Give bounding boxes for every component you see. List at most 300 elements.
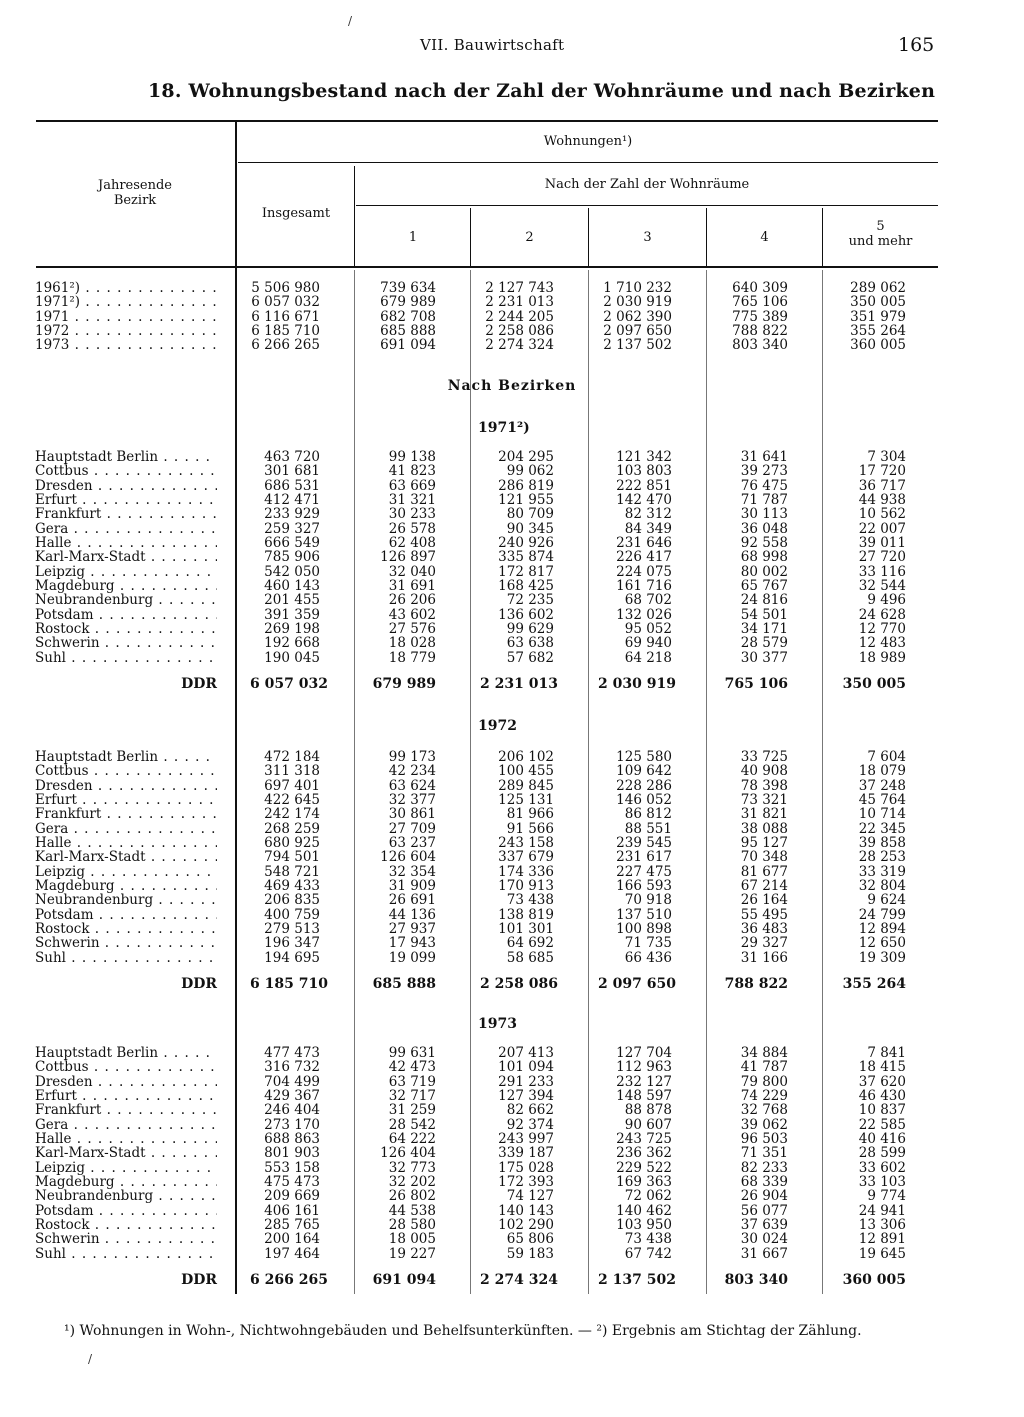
row-label: Frankfurt . . . [35, 807, 217, 821]
table-row [0, 779, 1024, 793]
cell-rooms-1: 99 631 [388, 1045, 436, 1061]
header-divider-insgesamt [354, 166, 355, 268]
header-jahresende: Jahresende [98, 178, 172, 193]
cell-rooms-5: 12 650 [858, 935, 906, 952]
row-label: Cottbus . . . [35, 1060, 217, 1074]
row-label: Karl-Marx-Stadt . . . [35, 1146, 217, 1160]
cell-rooms-1: 28 580 [388, 1217, 436, 1234]
cell-rooms-4: 54 501 [740, 606, 788, 623]
cell-rooms-3: 82 312 [624, 506, 672, 523]
cell-rooms-2: 121 955 [498, 492, 554, 509]
cell-rooms-5: 9 624 [867, 892, 906, 909]
row-label: Frankfurt . . . [35, 507, 217, 521]
cell-rooms-4: 31 641 [740, 449, 788, 465]
table-row [0, 550, 1024, 564]
cell-rooms-4: 24 816 [740, 592, 788, 609]
page-number: 165 [898, 34, 935, 56]
table-row [0, 1146, 1024, 1160]
cell-rooms-3: 232 127 [616, 1073, 672, 1090]
cell-rooms-1: 27 709 [388, 820, 436, 837]
cell-insgesamt: 246 404 [264, 1102, 320, 1119]
cell-rooms-4: 30 024 [740, 1231, 788, 1248]
cell-rooms-3: 2 062 390 [603, 308, 672, 325]
cell-rooms-1: 42 234 [388, 763, 436, 780]
table-row [0, 936, 1024, 950]
row-label: Karl-Marx-Stadt . . . [35, 850, 217, 864]
cell-rooms-4: 56 077 [740, 1202, 788, 1219]
cell-rooms-3: 109 642 [616, 763, 672, 780]
cell-rooms-4: 79 800 [740, 1073, 788, 1090]
cell-insgesamt: 269 198 [264, 621, 320, 638]
table-row [0, 750, 1024, 764]
row-label: Erfurt . . . [35, 1089, 217, 1103]
total-cell-rooms-1: 691 094 [372, 1272, 436, 1288]
cell-rooms-2: 73 438 [506, 892, 554, 909]
header-insgesamt: Insgesamt [261, 206, 331, 221]
cell-rooms-1: 27 937 [388, 921, 436, 938]
cell-rooms-1: 18 779 [388, 649, 436, 666]
cell-rooms-5: 32 804 [858, 878, 906, 895]
header-rooms-4: 4 [760, 230, 769, 245]
cell-rooms-1: 31 259 [388, 1102, 436, 1119]
cell-rooms-5: 12 891 [858, 1231, 906, 1248]
cell-insgesamt: 406 161 [264, 1202, 320, 1219]
cell-insgesamt: 6 057 032 [251, 294, 320, 311]
cell-rooms-2: 2 244 205 [485, 308, 554, 325]
total-cell-insgesamt: 6 266 265 [250, 1272, 328, 1288]
cell-insgesamt: 412 471 [264, 492, 320, 509]
cell-rooms-5: 39 858 [858, 835, 906, 852]
total-cell-rooms-3: 2 030 919 [598, 676, 676, 692]
cell-rooms-3: 125 580 [616, 749, 672, 765]
cell-insgesamt: 477 473 [264, 1045, 320, 1061]
cell-rooms-2: 65 806 [506, 1231, 554, 1248]
section-year-1972: 1972 [478, 718, 517, 734]
cell-rooms-5: 24 941 [858, 1202, 906, 1219]
cell-rooms-5: 36 717 [858, 477, 906, 494]
cell-insgesamt: 233 929 [264, 506, 320, 523]
cell-rooms-1: 26 578 [388, 520, 436, 537]
cell-rooms-1: 18 005 [388, 1231, 436, 1248]
cell-rooms-5: 33 319 [858, 863, 906, 880]
cell-rooms-4: 31 667 [740, 1245, 788, 1262]
cell-rooms-2: 174 336 [498, 863, 554, 880]
row-label: Dresden . . . [35, 479, 217, 493]
row-label: Suhl . . . [35, 1247, 217, 1261]
cell-rooms-1: 64 222 [388, 1131, 436, 1148]
cell-rooms-5: 355 264 [850, 323, 906, 340]
cell-insgesamt: 391 359 [264, 606, 320, 623]
cell-rooms-1: 63 669 [388, 477, 436, 494]
header-rule-1 [238, 162, 938, 163]
cell-rooms-4: 70 348 [740, 849, 788, 866]
table-row [0, 536, 1024, 550]
row-label: 1973 . . . [35, 338, 217, 352]
row-label: Dresden . . . [35, 779, 217, 793]
table-row [0, 522, 1024, 536]
section-title: VII. Bauwirtschaft [420, 36, 565, 54]
cell-rooms-5: 22 585 [858, 1116, 906, 1133]
cell-rooms-4: 34 884 [740, 1045, 788, 1061]
cell-rooms-2: 63 638 [506, 635, 554, 652]
row-label: Neubrandenburg . . . [35, 893, 217, 907]
cell-rooms-4: 65 767 [740, 578, 788, 595]
cell-rooms-2: 102 290 [498, 1217, 554, 1234]
cell-rooms-3: 86 812 [624, 806, 672, 823]
cell-rooms-2: 92 374 [506, 1116, 554, 1133]
cell-rooms-3: 90 607 [624, 1116, 672, 1133]
cell-insgesamt: 801 903 [264, 1145, 320, 1162]
table-row [0, 593, 1024, 607]
cell-rooms-2: 59 183 [506, 1245, 554, 1262]
table-row [0, 1103, 1024, 1117]
cell-rooms-2: 339 187 [498, 1145, 554, 1162]
cell-insgesamt: 400 759 [264, 906, 320, 923]
cell-rooms-1: 41 823 [388, 463, 436, 480]
cell-rooms-3: 66 436 [624, 949, 672, 966]
cell-rooms-4: 81 677 [740, 863, 788, 880]
cell-rooms-1: 19 227 [388, 1245, 436, 1262]
cell-rooms-5: 12 894 [858, 921, 906, 938]
total-cell-rooms-1: 685 888 [372, 976, 436, 992]
cell-rooms-3: 84 349 [624, 520, 672, 537]
cell-insgesamt: 6 116 671 [251, 308, 320, 325]
cell-rooms-3: 166 593 [616, 878, 672, 895]
cell-rooms-4: 67 214 [740, 878, 788, 895]
cell-rooms-5: 17 720 [858, 463, 906, 480]
cell-insgesamt: 190 045 [264, 649, 320, 666]
table-row [0, 450, 1024, 464]
cell-insgesamt: 259 327 [264, 520, 320, 537]
cell-insgesamt: 460 143 [264, 578, 320, 595]
table-row [0, 1089, 1024, 1103]
cell-rooms-3: 64 218 [624, 649, 672, 666]
cell-insgesamt: 242 174 [264, 806, 320, 823]
cell-rooms-5: 37 248 [858, 777, 906, 794]
row-label: Potsdam . . . [35, 908, 217, 922]
row-label: Schwerin . . . [35, 1232, 217, 1246]
cell-insgesamt: 197 464 [264, 1245, 320, 1262]
cell-rooms-5: 22 345 [858, 820, 906, 837]
cell-rooms-1: 63 237 [388, 835, 436, 852]
table-row [0, 310, 1024, 324]
cell-rooms-1: 42 473 [388, 1059, 436, 1076]
cell-rooms-4: 74 229 [740, 1088, 788, 1105]
cell-rooms-1: 17 943 [388, 935, 436, 952]
row-label: Gera . . . [35, 822, 217, 836]
cell-insgesamt: 475 473 [264, 1174, 320, 1191]
cell-rooms-2: 2 231 013 [485, 294, 554, 311]
cell-rooms-4: 38 088 [740, 820, 788, 837]
row-label: 1961²) . . . [35, 281, 217, 295]
cell-rooms-4: 80 002 [740, 563, 788, 580]
cell-rooms-2: 2 274 324 [485, 337, 554, 354]
table-row [0, 464, 1024, 478]
row-label: Halle . . . [35, 536, 217, 550]
header-rooms-3: 3 [643, 230, 652, 245]
cell-rooms-2: 204 295 [498, 449, 554, 465]
cell-rooms-2: 64 692 [506, 935, 554, 952]
cell-rooms-5: 10 837 [858, 1102, 906, 1119]
cell-rooms-4: 37 639 [740, 1217, 788, 1234]
cell-rooms-3: 121 342 [616, 449, 672, 465]
cell-rooms-5: 33 103 [858, 1174, 906, 1191]
cell-rooms-4: 95 127 [740, 835, 788, 852]
cell-insgesamt: 6 185 710 [251, 323, 320, 340]
footnote: ¹) Wohnungen in Wohn-, Nichtwohngebäuden und Behelfsunterkünften. — ²) Ergebnis am Stichtag der Zählung. [64, 1323, 862, 1339]
cell-insgesamt: 196 347 [264, 935, 320, 952]
cell-rooms-1: 44 538 [388, 1202, 436, 1219]
cell-rooms-1: 32 354 [388, 863, 436, 880]
cell-rooms-5: 27 720 [858, 549, 906, 566]
row-label: Karl-Marx-Stadt . . . [35, 550, 217, 564]
cell-rooms-2: 206 102 [498, 749, 554, 765]
table-row [0, 636, 1024, 650]
cell-rooms-1: 28 542 [388, 1116, 436, 1133]
cell-rooms-1: 32 202 [388, 1174, 436, 1191]
cell-insgesamt: 548 721 [264, 863, 320, 880]
cell-rooms-3: 70 918 [624, 892, 672, 909]
cell-rooms-2: 91 566 [506, 820, 554, 837]
cell-insgesamt: 429 367 [264, 1088, 320, 1105]
total-row-1973 [0, 1272, 1024, 1290]
total-cell-insgesamt: 6 057 032 [250, 676, 328, 692]
table-row [0, 1161, 1024, 1175]
cell-rooms-5: 7 841 [867, 1045, 906, 1061]
header-bottom-rule [36, 266, 938, 268]
total-cell-rooms-5: 360 005 [842, 1272, 906, 1288]
cell-rooms-4: 30 113 [740, 506, 788, 523]
cell-rooms-2: 57 682 [506, 649, 554, 666]
cell-insgesamt: 201 455 [264, 592, 320, 609]
cell-rooms-3: 222 851 [616, 477, 672, 494]
cell-rooms-5: 33 602 [858, 1159, 906, 1176]
cell-rooms-2: 74 127 [506, 1188, 554, 1205]
header-rooms-5-sub: und mehr [848, 234, 913, 249]
row-label: Schwerin . . . [35, 936, 217, 950]
header-rule-2 [356, 205, 938, 206]
total-cell-rooms-4: 788 822 [724, 976, 788, 992]
cell-rooms-2: 100 455 [498, 763, 554, 780]
cell-rooms-4: 92 558 [740, 535, 788, 552]
cell-rooms-3: 88 878 [624, 1102, 672, 1119]
table-row [0, 922, 1024, 936]
table-row [0, 1247, 1024, 1261]
cell-rooms-1: 26 206 [388, 592, 436, 609]
cell-rooms-2: 125 131 [498, 792, 554, 809]
table-row [0, 850, 1024, 864]
row-label: Magdeburg . . . [35, 579, 217, 593]
cell-rooms-1: 63 719 [388, 1073, 436, 1090]
table-row [0, 579, 1024, 593]
cell-rooms-3: 132 026 [616, 606, 672, 623]
table-row [0, 879, 1024, 893]
cell-rooms-1: 32 377 [388, 792, 436, 809]
cell-insgesamt: 469 433 [264, 878, 320, 895]
cell-rooms-5: 19 645 [858, 1245, 906, 1262]
cell-rooms-4: 68 998 [740, 549, 788, 566]
cell-rooms-3: 148 597 [616, 1088, 672, 1105]
header-wohnungen: Wohnungen¹) [543, 134, 633, 149]
row-label: Rostock . . . [35, 922, 217, 936]
cell-rooms-2: 168 425 [498, 578, 554, 595]
table-row [0, 479, 1024, 493]
cell-rooms-3: 103 803 [616, 463, 672, 480]
cell-rooms-2: 99 629 [506, 621, 554, 638]
cell-rooms-5: 46 430 [858, 1088, 906, 1105]
cell-rooms-4: 41 787 [740, 1059, 788, 1076]
row-label: Erfurt . . . [35, 493, 217, 507]
cell-rooms-3: 140 462 [616, 1202, 672, 1219]
cell-insgesamt: 422 645 [264, 792, 320, 809]
cell-rooms-1: 19 099 [388, 949, 436, 966]
cell-rooms-2: 291 233 [498, 1073, 554, 1090]
cell-rooms-1: 44 136 [388, 906, 436, 923]
table-row [0, 493, 1024, 507]
cell-rooms-5: 9 774 [867, 1188, 906, 1205]
cell-rooms-4: 26 904 [740, 1188, 788, 1205]
cell-rooms-4: 765 106 [732, 294, 788, 311]
cell-insgesamt: 704 499 [264, 1073, 320, 1090]
cell-rooms-3: 103 950 [616, 1217, 672, 1234]
cell-rooms-1: 679 989 [380, 294, 436, 311]
table-row [0, 1075, 1024, 1089]
total-cell-rooms-2: 2 274 324 [480, 1272, 558, 1288]
row-label: Suhl . . . [35, 651, 217, 665]
cell-rooms-2: 175 028 [498, 1159, 554, 1176]
cell-rooms-3: 231 646 [616, 535, 672, 552]
cell-rooms-4: 68 339 [740, 1174, 788, 1191]
cell-rooms-2: 289 845 [498, 777, 554, 794]
section-rows-1972 [0, 750, 1024, 965]
cell-rooms-3: 146 052 [616, 792, 672, 809]
cell-rooms-5: 289 062 [850, 280, 906, 296]
cell-insgesamt: 273 170 [264, 1116, 320, 1133]
cell-rooms-1: 691 094 [380, 337, 436, 354]
row-label: Halle . . . [35, 836, 217, 850]
cell-rooms-4: 40 908 [740, 763, 788, 780]
cell-insgesamt: 301 681 [264, 463, 320, 480]
cell-rooms-5: 12 483 [858, 635, 906, 652]
cell-rooms-2: 243 997 [498, 1131, 554, 1148]
total-cell-rooms-3: 2 137 502 [598, 1272, 676, 1288]
cell-insgesamt: 686 531 [264, 477, 320, 494]
cell-rooms-2: 136 602 [498, 606, 554, 623]
header-bezirk: Bezirk [113, 193, 157, 208]
table-row [0, 281, 1024, 295]
cell-rooms-3: 161 716 [616, 578, 672, 595]
cell-rooms-1: 32 717 [388, 1088, 436, 1105]
cell-rooms-5: 39 011 [858, 535, 906, 552]
cell-rooms-4: 82 233 [740, 1159, 788, 1176]
cell-rooms-4: 29 327 [740, 935, 788, 952]
cell-rooms-4: 26 164 [740, 892, 788, 909]
cell-rooms-2: 172 817 [498, 563, 554, 580]
cell-rooms-4: 775 389 [732, 308, 788, 325]
table-row [0, 1175, 1024, 1189]
cell-rooms-1: 682 708 [380, 308, 436, 325]
table-row [0, 1232, 1024, 1246]
total-row-1971 [0, 676, 1024, 694]
row-label: Magdeburg . . . [35, 1175, 217, 1189]
cell-rooms-5: 22 007 [858, 520, 906, 537]
row-label: Hauptstadt Berlin . . . [35, 1046, 217, 1060]
section-rows-1971 [0, 450, 1024, 665]
cell-rooms-1: 31 909 [388, 878, 436, 895]
running-header [0, 36, 1024, 56]
row-label: Gera . . . [35, 522, 217, 536]
cell-insgesamt: 666 549 [264, 535, 320, 552]
cell-rooms-5: 45 764 [858, 792, 906, 809]
table-row [0, 507, 1024, 521]
cell-rooms-2: 127 394 [498, 1088, 554, 1105]
cell-rooms-4: 73 321 [740, 792, 788, 809]
cell-rooms-1: 26 802 [388, 1188, 436, 1205]
row-label: 1972 . . . [35, 324, 217, 338]
cell-rooms-2: 99 062 [506, 463, 554, 480]
row-label: Neubrandenburg . . . [35, 593, 217, 607]
cell-rooms-1: 43 602 [388, 606, 436, 623]
table-row [0, 622, 1024, 636]
cell-rooms-1: 27 576 [388, 621, 436, 638]
total-label: DDR [181, 1272, 217, 1288]
table-row [0, 893, 1024, 907]
cell-rooms-4: 32 768 [740, 1102, 788, 1119]
cell-insgesamt: 6 266 265 [251, 337, 320, 354]
total-cell-rooms-1: 679 989 [372, 676, 436, 692]
cell-rooms-4: 640 309 [732, 280, 788, 296]
cell-rooms-3: 228 286 [616, 777, 672, 794]
table-row [0, 1189, 1024, 1203]
total-cell-insgesamt: 6 185 710 [250, 976, 328, 992]
cell-rooms-2: 72 235 [506, 592, 554, 609]
row-label: Dresden . . . [35, 1075, 217, 1089]
stub-divider [235, 122, 237, 268]
header-rooms-5: 5 [876, 219, 885, 234]
cell-rooms-5: 7 304 [867, 449, 906, 465]
cell-rooms-3: 100 898 [616, 921, 672, 938]
cell-insgesamt: 279 513 [264, 921, 320, 938]
cell-rooms-5: 350 005 [850, 294, 906, 311]
row-label: Suhl . . . [35, 951, 217, 965]
cell-rooms-5: 24 799 [858, 906, 906, 923]
cell-rooms-5: 18 079 [858, 763, 906, 780]
table-row [0, 1204, 1024, 1218]
header-rooms-2: 2 [525, 230, 534, 245]
cell-rooms-5: 18 989 [858, 649, 906, 666]
cell-rooms-1: 126 897 [380, 549, 436, 566]
scan-speck: / [88, 1352, 93, 1366]
cell-rooms-3: 226 417 [616, 549, 672, 566]
cell-rooms-4: 31 821 [740, 806, 788, 823]
cell-rooms-1: 32 040 [388, 563, 436, 580]
cell-rooms-1: 30 233 [388, 506, 436, 523]
cell-rooms-2: 286 819 [498, 477, 554, 494]
table-row [0, 324, 1024, 338]
cell-rooms-1: 126 604 [380, 849, 436, 866]
cell-rooms-5: 19 309 [858, 949, 906, 966]
total-row-1972 [0, 976, 1024, 994]
cell-rooms-3: 69 940 [624, 635, 672, 652]
cell-rooms-5: 18 415 [858, 1059, 906, 1076]
row-label: Rostock . . . [35, 1218, 217, 1232]
cell-rooms-5: 360 005 [850, 337, 906, 354]
cell-insgesamt: 794 501 [264, 849, 320, 866]
cell-rooms-4: 30 377 [740, 649, 788, 666]
cell-rooms-3: 95 052 [624, 621, 672, 638]
row-label: Cottbus . . . [35, 464, 217, 478]
row-label: Frankfurt . . . [35, 1103, 217, 1117]
